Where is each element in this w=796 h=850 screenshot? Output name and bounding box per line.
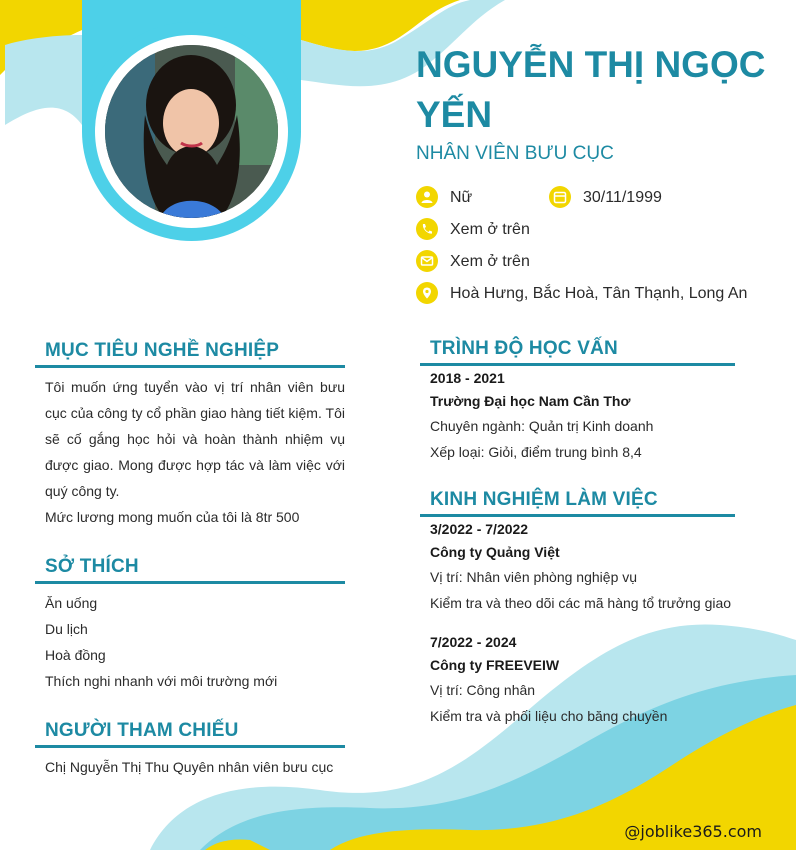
phone-icon — [416, 218, 438, 240]
job-description: Kiểm tra và theo dõi các mã hàng tổ trưởng giao — [430, 595, 732, 611]
reference-divider — [35, 745, 345, 748]
list-item: Ăn uống — [45, 595, 98, 611]
address-value: Hoà Hưng, Bắc Hoà, Tân Thạnh, Long An — [450, 285, 748, 302]
list-item: Thích nghi nhanh với môi trường mới — [45, 673, 278, 689]
education-divider — [420, 363, 735, 366]
objective-text: Tôi muốn ứng tuyển vào vị trí nhân viên bưu cục của công ty cổ phần giao hàng tiết kiệm. Tôi sẽ cố gắng học hỏi và hoàn thành nhiệm vụ được giao. Mong được hợp tác và làm việc với quý công ty. — [45, 379, 345, 499]
location-icon — [416, 282, 438, 304]
education-grade: Xếp loại: Giỏi, điểm trung bình 8,4 — [430, 444, 642, 460]
job-company: Công ty Quảng Việt — [430, 544, 560, 560]
job-description: Kiểm tra và phối liệu cho băng chuyền — [430, 708, 668, 724]
calendar-icon — [549, 186, 571, 208]
objective-divider — [35, 365, 345, 368]
list-item: Hoà đồng — [45, 647, 106, 663]
salary-text: Mức lương mong muốn của tôi là 8tr 500 — [45, 509, 300, 525]
education-major: Chuyên ngành: Quản trị Kinh doanh — [430, 418, 654, 434]
gender-icon — [416, 186, 438, 208]
education-title: TRÌNH ĐỘ HỌC VẤN — [430, 338, 618, 359]
objective-title: MỤC TIÊU NGHỀ NGHIỆP — [45, 340, 280, 361]
education-period: 2018 - 2021 — [430, 370, 505, 386]
job-position: Vị trí: Nhân viên phòng nghiệp vụ — [430, 569, 638, 585]
gender-value: Nữ — [450, 189, 473, 206]
job-title: NHÂN VIÊN BƯU CỤC — [416, 143, 614, 164]
job-company: Công ty FREEVEIW — [430, 657, 560, 673]
experience-divider — [420, 514, 735, 517]
hobbies-divider — [35, 581, 345, 584]
experience-title: KINH NGHIỆM LÀM VIỆC — [430, 489, 658, 510]
email-icon — [416, 250, 438, 272]
list-item: Du lịch — [45, 621, 88, 637]
email-value: Xem ở trên — [450, 253, 530, 270]
education-school: Trường Đại học Nam Cần Thơ — [430, 393, 631, 409]
reference-text: Chị Nguyễn Thị Thu Quyên nhân viên bưu cục — [45, 759, 334, 775]
job-period: 3/2022 - 7/2022 — [430, 521, 529, 537]
phone-value: Xem ở trên — [450, 221, 530, 238]
job-position: Vị trí: Công nhân — [430, 682, 536, 698]
dob-value: 30/11/1999 — [583, 189, 662, 206]
candidate-name: NGUYỄN THỊ NGỌC YẾN — [416, 44, 766, 135]
reference-title: NGƯỜI THAM CHIẾU — [45, 720, 239, 741]
profile-photo — [105, 45, 278, 218]
job-period: 7/2022 - 2024 — [430, 634, 517, 650]
watermark-text: @joblike365.com — [624, 822, 762, 841]
hobbies-title: SỞ THÍCH — [45, 556, 139, 577]
